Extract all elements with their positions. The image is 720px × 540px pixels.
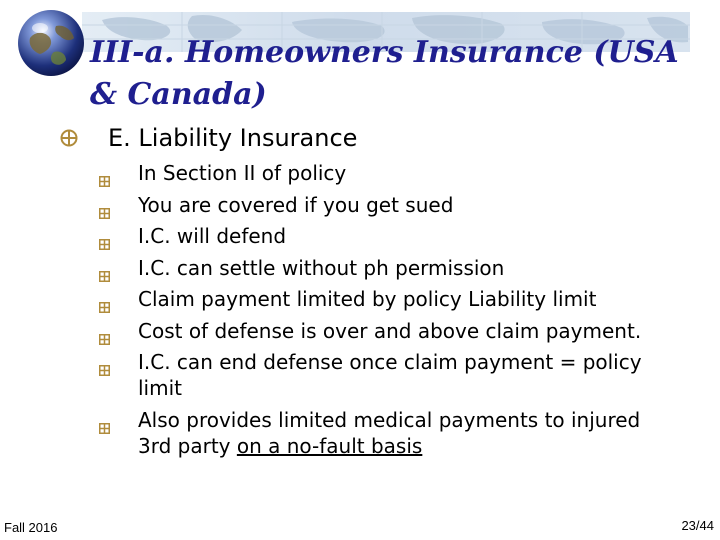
list-item-text: You are covered if you get sued <box>138 192 454 217</box>
list-item-text: Cost of defense is over and above claim payment. <box>138 318 642 343</box>
list-item-text: I.C. will defend <box>138 224 287 248</box>
slide-title: III-a. Homeowners Insurance (USA & Canada) <box>90 35 679 112</box>
list-item <box>96 407 656 459</box>
square-bullet-icon <box>99 356 110 367</box>
underlined-text: on a no-fault basis <box>236 433 423 458</box>
list-item <box>96 160 656 186</box>
section-heading: E. Liability Insurance <box>108 124 358 152</box>
square-bullet-icon <box>99 414 110 425</box>
list-item <box>96 255 656 281</box>
list-item-text: I.C. can settle without ph permission <box>138 255 505 280</box>
list-item-text: I.C. can end defense once claim payment = policy limit <box>138 350 642 400</box>
square-bullet-icon <box>99 230 110 241</box>
list-item <box>96 349 656 401</box>
diamond-bullet-icon <box>60 129 78 147</box>
list-item <box>96 192 656 218</box>
square-bullet-icon <box>99 262 110 273</box>
bullet-list <box>96 160 656 464</box>
footer-term: Fall 2016 <box>4 520 58 535</box>
list-item-text: In Section II of policy <box>138 161 347 185</box>
list-item-text: Also provides limited medical payments to injured 3rd party <box>138 407 641 458</box>
page-number: 23/44 <box>681 518 714 533</box>
globe-icon <box>16 8 86 78</box>
square-bullet-icon <box>99 199 110 210</box>
list-item <box>96 223 656 249</box>
list-item-text: Claim payment limited by policy Liability limit <box>138 287 597 311</box>
square-bullet-icon <box>99 293 110 304</box>
list-item <box>96 318 656 344</box>
list-item <box>96 286 656 312</box>
square-bullet-icon <box>99 167 110 178</box>
square-bullet-icon <box>99 325 110 336</box>
